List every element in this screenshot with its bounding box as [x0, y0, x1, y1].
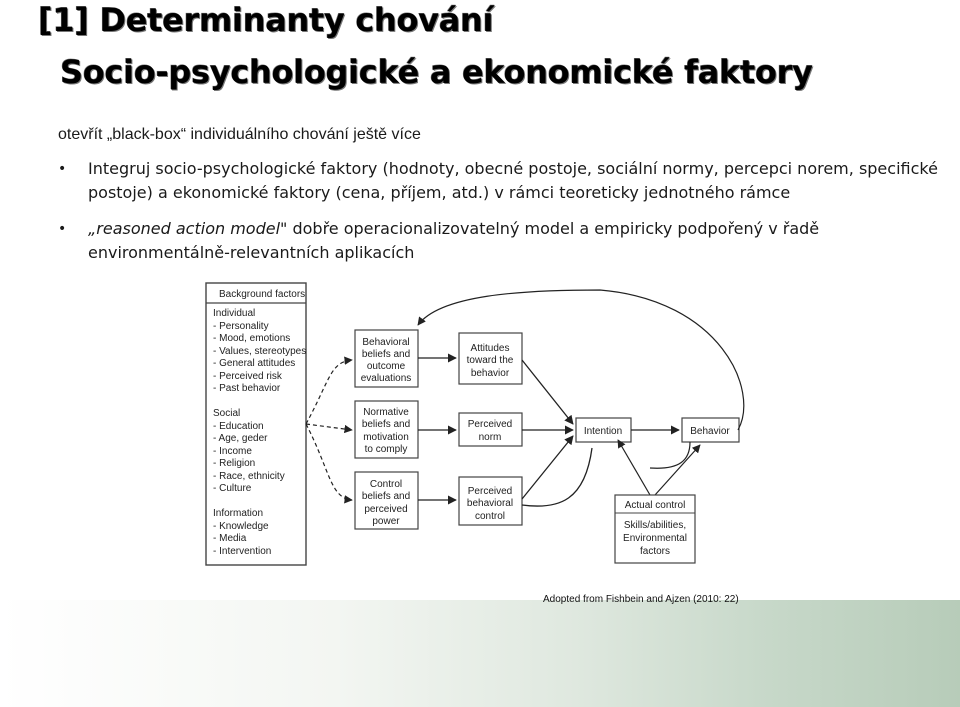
background-item: - Values, stereotypes: [213, 346, 307, 357]
background-factors-title: Background factors: [219, 289, 306, 300]
box-line: beliefs and: [361, 419, 411, 430]
box-line: Actual control: [624, 500, 686, 511]
group-heading-individual: Individual: [213, 308, 256, 319]
background-item: - Race, ethnicity: [213, 471, 285, 482]
background-item: - Personality: [213, 321, 269, 332]
box-line: power: [372, 516, 400, 527]
box-line: Behavior: [690, 426, 730, 437]
group-heading-information: Information: [213, 508, 264, 519]
box-line: Control: [369, 479, 403, 490]
intention-box: [576, 418, 631, 442]
control-beliefs-box: [355, 472, 418, 529]
background-item: - Education: [213, 421, 264, 432]
box-line: motivation: [363, 432, 409, 443]
bullet-italic-term: „reasoned action model": [88, 219, 288, 238]
background-item: - Media: [213, 533, 247, 544]
intro-text: otevřít „black-box“ individuálního chování ještě více: [58, 126, 421, 143]
perceived-norm-box: [459, 413, 522, 446]
construct-to-intention-arrows: [522, 360, 592, 506]
background-item: - Age, geder: [213, 433, 268, 444]
background-item: - Mood, emotions: [213, 333, 291, 344]
box-line: Perceived: [467, 486, 513, 497]
background-factors-box: [206, 283, 306, 565]
background-item: - Income: [213, 446, 252, 457]
belief-to-construct-arrows: [418, 358, 456, 500]
slide-title: [1] Determinanty chování: [38, 1, 494, 39]
bullet-dot-icon: •: [58, 221, 67, 237]
box-line: beliefs and: [361, 491, 411, 502]
box-line: factors: [639, 546, 671, 557]
behavioral-beliefs-box: [355, 330, 418, 387]
box-line: norm: [478, 432, 502, 443]
box-line: control: [474, 511, 506, 522]
background-item: - Knowledge: [213, 521, 269, 532]
box-line: Normative: [363, 407, 409, 418]
bullet-dot-icon: •: [58, 161, 67, 177]
box-line: Perceived: [467, 419, 513, 430]
box-line: Behavioral: [362, 337, 410, 348]
slide-subtitle: Socio-psychologické a ekonomické faktory: [60, 53, 813, 91]
box-line: beliefs and: [361, 349, 411, 360]
source-citation: Adopted from Fishbein and Ajzen (2010: 22): [543, 594, 739, 605]
box-line: to comply: [364, 444, 408, 455]
actual-control-box: [615, 495, 695, 563]
box-line: outcome: [366, 361, 406, 372]
background-item: - Past behavior: [213, 383, 281, 394]
box-line: Intention: [583, 426, 623, 437]
box-line: toward the: [466, 355, 514, 366]
background-item: - Perceived risk: [213, 371, 282, 382]
normative-beliefs-box: [355, 401, 418, 458]
feedback-arrows: [418, 290, 744, 495]
box-line: perceived: [364, 504, 408, 515]
background-item: - Culture: [213, 483, 252, 494]
attitudes-box: [459, 333, 522, 384]
box-line: behavioral: [466, 498, 514, 509]
box-line: Attitudes: [470, 343, 510, 354]
bullet-text: Integruj socio-psychologické faktory (hodnoty, obecné postoje, sociální normy, percepci norem, specifické postoje) a ekonomické faktory (cena, příjem, atd.) v rámci teoreticky jednotného rámce: [88, 159, 938, 202]
background-item: - Intervention: [213, 546, 272, 557]
box-line: Skills/abilities,: [623, 520, 687, 531]
perceived-behavioral-control-box: [459, 477, 522, 525]
bullet-text: dobře operacionalizovatelný model a empiricky podpořený v řadě environmentálně-relevantních aplikacích: [88, 219, 820, 262]
group-heading-social: Social: [213, 408, 241, 419]
behavior-box: [682, 418, 739, 442]
background-item: - Religion: [213, 458, 256, 469]
box-line: evaluations: [360, 373, 412, 384]
box-line: Environmental: [623, 533, 687, 544]
background-influence-arrows: [306, 360, 352, 500]
box-line: behavior: [470, 368, 510, 379]
background-item: - General attitudes: [213, 358, 296, 369]
